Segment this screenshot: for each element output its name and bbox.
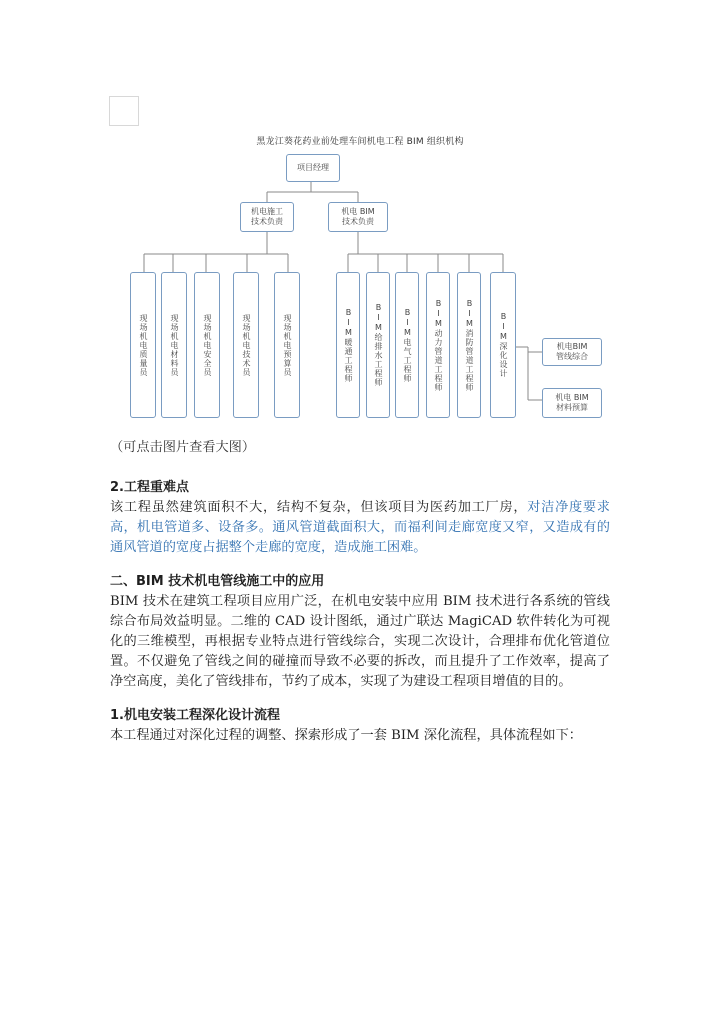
section-design-process xyxy=(110,706,610,746)
org-box-bim-hvac: BIM暖通工程师 xyxy=(336,272,360,418)
org-box-materials-officer: 现场机电材料员 xyxy=(161,272,187,418)
org-box-bim-power-piping: BIM动力管道工程师 xyxy=(426,272,450,418)
page-corner-placeholder xyxy=(109,96,139,126)
org-box-mep-bim-lead: 机电 BIM 技术负责 xyxy=(328,202,388,232)
org-box-safety-officer: 现场机电安全员 xyxy=(194,272,220,418)
org-box-bim-fire-piping: BIM消防管道工程师 xyxy=(457,272,481,418)
section-paragraph-bim-application: BIM 技术在建筑工程项目应用广泛，在机电安装中应用 BIM 技术进行各系统的管线综合布局效益明显。二维的 CAD 设计图纸，通过广联达 MagiCAD 软件转化为可视化的三维模型，再根据专业特点进行管线综合，实现二次设计，合理排布优化管道位置。不仅避免了管线之间的碰撞而导致不必要的拆改，而且提升了工作效率，提高了净空高度，美化了管线排布，节约了成本，实现了为建设工程项目增值的目的。 xyxy=(110,594,610,689)
org-box-mep-construction-lead: 机电施工 技术负责 xyxy=(240,202,294,232)
org-box-project-manager: 项目经理 xyxy=(286,154,340,182)
image-caption: （可点击图片查看大图） xyxy=(110,440,256,455)
org-box-technician: 现场机电技术员 xyxy=(233,272,259,418)
org-box-bim-deep-design: BIM深化设计 xyxy=(490,272,516,418)
section-heading-design-process: 1.机电安装工程深化设计流程 xyxy=(110,708,280,723)
paragraph-text-plain: 该工程虽然建筑面积不大，结构不复杂，但该项目为医药加工厂房， xyxy=(110,500,528,515)
org-box-bim-plumbing: BIM给排水工程师 xyxy=(366,272,390,418)
org-box-pipeline-integration: 机电BIM 管线综合 xyxy=(542,338,602,366)
org-chart-title: 黑龙江葵花药业前处理车间机电工程 BIM 组织机构 xyxy=(256,137,464,147)
section-paragraph-design-process: 本工程通过对深化过程的调整、探索形成了一套 BIM 深化流程，具体流程如下： xyxy=(110,728,582,743)
section-heading-difficulties: 2.工程重难点 xyxy=(110,480,189,495)
section-bim-application xyxy=(110,572,610,692)
section-difficulties xyxy=(110,478,610,558)
org-box-bim-electrical: BIM电气工程师 xyxy=(395,272,419,418)
org-box-material-budget: 机电 BIM 材料预算 xyxy=(542,388,602,418)
org-box-quality-officer: 现场机电质量员 xyxy=(130,272,156,418)
org-chart[interactable] xyxy=(110,132,610,432)
org-box-estimator: 现场机电预算员 xyxy=(274,272,300,418)
paragraph-text-highlighted: 对洁净度要求高，机电管道多、设备多。通风管道截面积大，而福利间走廊宽度又窄，又造成有的通风管道的宽度占据整个走廊的宽度，造成施工困难。 xyxy=(110,500,610,555)
section-paragraph-difficulties xyxy=(110,498,610,558)
section-heading-bim-application: 二、BIM 技术机电管线施工中的应用 xyxy=(110,574,325,589)
